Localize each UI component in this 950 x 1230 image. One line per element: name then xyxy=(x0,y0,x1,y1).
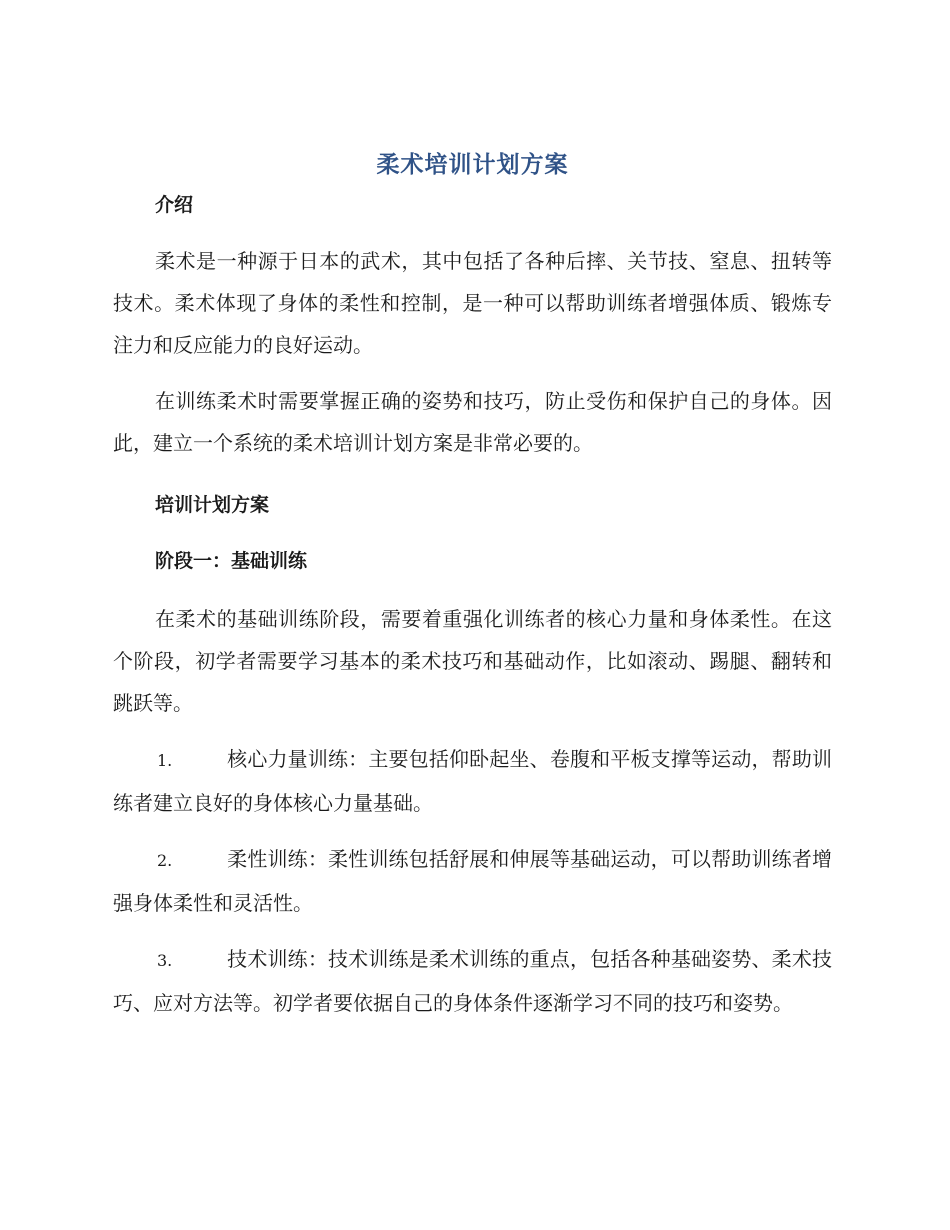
intro-paragraph-1: 柔术是一种源于日本的武术，其中包括了各种后摔、关节技、窒息、扭转等技术。柔术体现了身体的柔性和控制，是一种可以帮助训练者增强体质、锻炼专注力和反应能力的良好运动。 xyxy=(113,249,832,357)
intro-paragraph-2: 在训练柔术时需要掌握正确的姿势和技巧，防止受伤和保护自己的身体。因此，建立一个系统的柔术培训计划方案是非常必要的。 xyxy=(113,389,832,455)
list-item xyxy=(113,738,832,824)
list-item-number: 3. xyxy=(157,951,173,970)
section-heading-plan: 培训计划方案 xyxy=(155,494,270,516)
list-item-text: 技术训练：技术训练是柔术训练的重点，包括各种基础姿势、柔术技巧、应对方法等。初学者要依据自己的身体条件逐渐学习不同的技巧和姿势。 xyxy=(113,947,832,1015)
list-item xyxy=(113,838,832,924)
list-item-text: 核心力量训练：主要包括仰卧起坐、卷腹和平板支撑等运动，帮助训练者建立良好的身体核心力量基础。 xyxy=(113,747,832,815)
stage1-paragraph: 在柔术的基础训练阶段，需要着重强化训练者的核心力量和身体柔性。在这个阶段，初学者需要学习基本的柔术技巧和基础动作，比如滚动、踢腿、翻转和跳跃等。 xyxy=(113,607,832,715)
section-heading-intro: 介绍 xyxy=(155,194,194,216)
subsection-heading-stage1: 阶段一：基础训练 xyxy=(155,550,308,572)
list-item-number: 1. xyxy=(157,751,173,770)
list-item xyxy=(113,938,832,1024)
document-title: 柔术培训计划方案 xyxy=(376,152,569,178)
list-item-text: 柔性训练：柔性训练包括舒展和伸展等基础运动，可以帮助训练者增强身体柔性和灵活性。 xyxy=(113,847,832,915)
list-item-number: 2. xyxy=(157,851,173,870)
